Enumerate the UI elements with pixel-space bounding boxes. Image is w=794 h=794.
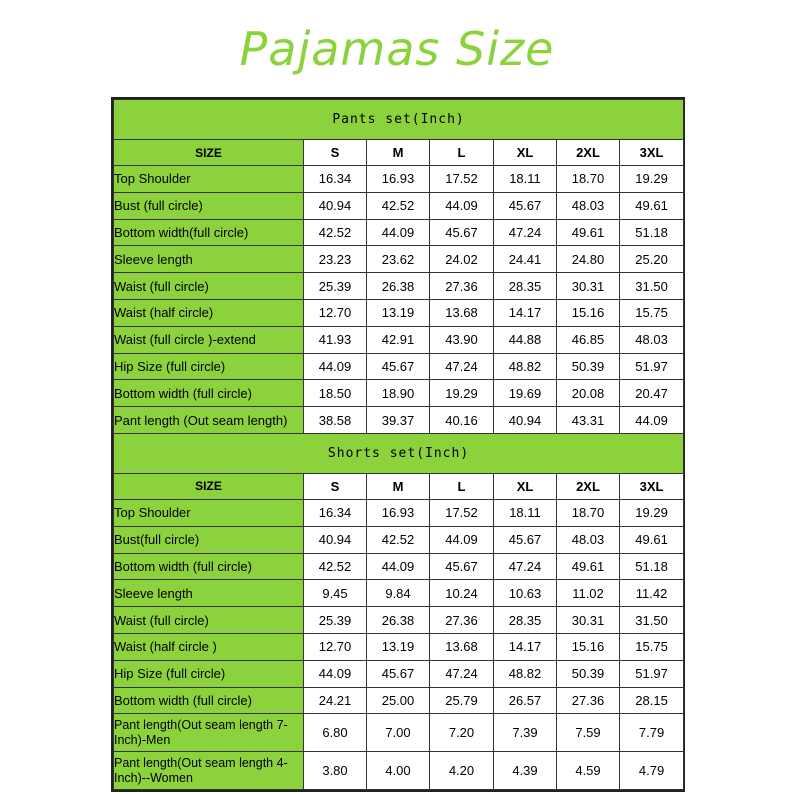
table-row bbox=[114, 714, 684, 752]
measurement-value: 18.70 bbox=[557, 499, 620, 526]
measurement-value: 6.80 bbox=[304, 714, 367, 752]
measurement-value: 28.15 bbox=[620, 687, 684, 714]
table-row bbox=[114, 219, 684, 246]
measurement-value: 16.93 bbox=[367, 166, 430, 193]
measurement-value: 15.75 bbox=[620, 299, 684, 326]
measurement-label: Sleeve length bbox=[114, 580, 304, 607]
table-row bbox=[114, 499, 684, 526]
measurement-label: Pant length(Out seam length 4-Inch)--Women bbox=[114, 752, 304, 790]
measurement-value: 7.79 bbox=[620, 714, 684, 752]
size-header-xl: XL bbox=[494, 140, 557, 166]
measurement-value: 12.70 bbox=[304, 633, 367, 660]
measurement-value: 44.09 bbox=[304, 660, 367, 687]
size-header-l: L bbox=[430, 473, 494, 499]
measurement-label: Bust (full circle) bbox=[114, 192, 304, 219]
measurement-value: 24.41 bbox=[494, 246, 557, 273]
measurement-value: 10.63 bbox=[494, 580, 557, 607]
measurement-value: 48.82 bbox=[494, 353, 557, 380]
measurement-value: 7.59 bbox=[557, 714, 620, 752]
measurement-value: 25.79 bbox=[430, 687, 494, 714]
measurement-value: 9.84 bbox=[367, 580, 430, 607]
measurement-value: 14.17 bbox=[494, 633, 557, 660]
measurement-value: 47.24 bbox=[430, 353, 494, 380]
table-row bbox=[114, 553, 684, 580]
size-column-header: SIZE bbox=[114, 140, 304, 166]
measurement-label: Waist (full circle) bbox=[114, 607, 304, 634]
measurement-value: 45.67 bbox=[494, 526, 557, 553]
measurement-value: 40.16 bbox=[430, 407, 494, 434]
table-row bbox=[114, 687, 684, 714]
table-row bbox=[114, 633, 684, 660]
table-row bbox=[114, 326, 684, 353]
measurement-label: Bottom width(full circle) bbox=[114, 219, 304, 246]
measurement-value: 9.45 bbox=[304, 580, 367, 607]
size-header-2xl: 2XL bbox=[557, 473, 620, 499]
measurement-value: 13.19 bbox=[367, 299, 430, 326]
measurement-value: 10.24 bbox=[430, 580, 494, 607]
measurement-value: 45.67 bbox=[430, 553, 494, 580]
measurement-value: 38.58 bbox=[304, 407, 367, 434]
table-row bbox=[114, 580, 684, 607]
measurement-label: Bust(full circle) bbox=[114, 526, 304, 553]
measurement-value: 44.09 bbox=[367, 553, 430, 580]
measurement-value: 7.00 bbox=[367, 714, 430, 752]
measurement-value: 51.97 bbox=[620, 660, 684, 687]
measurement-value: 42.52 bbox=[367, 526, 430, 553]
measurement-value: 15.16 bbox=[557, 633, 620, 660]
measurement-value: 3.80 bbox=[304, 752, 367, 790]
measurement-value: 13.19 bbox=[367, 633, 430, 660]
measurement-label: Waist (full circle) bbox=[114, 273, 304, 300]
size-header-xl: XL bbox=[494, 473, 557, 499]
measurement-value: 4.59 bbox=[557, 752, 620, 790]
measurement-value: 42.52 bbox=[304, 219, 367, 246]
measurement-value: 11.42 bbox=[620, 580, 684, 607]
size-header-3xl: 3XL bbox=[620, 473, 684, 499]
measurement-value: 45.67 bbox=[367, 660, 430, 687]
table-row bbox=[114, 380, 684, 407]
measurement-value: 13.68 bbox=[430, 299, 494, 326]
measurement-value: 49.61 bbox=[557, 553, 620, 580]
measurement-value: 28.35 bbox=[494, 607, 557, 634]
measurement-value: 49.61 bbox=[620, 192, 684, 219]
measurement-value: 26.38 bbox=[367, 273, 430, 300]
measurement-value: 43.90 bbox=[430, 326, 494, 353]
size-header-l: L bbox=[430, 140, 494, 166]
measurement-value: 30.31 bbox=[557, 607, 620, 634]
measurement-value: 45.67 bbox=[494, 192, 557, 219]
measurement-value: 7.39 bbox=[494, 714, 557, 752]
measurement-label: Top Shoulder bbox=[114, 166, 304, 193]
measurement-value: 26.38 bbox=[367, 607, 430, 634]
measurement-label: Bottom width (full circle) bbox=[114, 687, 304, 714]
measurement-value: 24.80 bbox=[557, 246, 620, 273]
measurement-value: 44.09 bbox=[430, 526, 494, 553]
table-row bbox=[114, 752, 684, 790]
measurement-value: 19.29 bbox=[620, 499, 684, 526]
shorts-section-header-row bbox=[114, 433, 684, 473]
size-header-s: S bbox=[304, 140, 367, 166]
measurement-value: 49.61 bbox=[557, 219, 620, 246]
measurement-value: 27.36 bbox=[430, 273, 494, 300]
size-header-2xl: 2XL bbox=[557, 140, 620, 166]
measurement-value: 45.67 bbox=[430, 219, 494, 246]
measurement-value: 48.03 bbox=[557, 192, 620, 219]
measurement-value: 27.36 bbox=[430, 607, 494, 634]
measurement-value: 15.75 bbox=[620, 633, 684, 660]
table-row bbox=[114, 273, 684, 300]
measurement-label: Waist (half circle) bbox=[114, 299, 304, 326]
measurement-label: Hip Size (full circle) bbox=[114, 353, 304, 380]
measurement-value: 42.52 bbox=[304, 553, 367, 580]
measurement-value: 48.82 bbox=[494, 660, 557, 687]
measurement-value: 23.62 bbox=[367, 246, 430, 273]
table-row bbox=[114, 607, 684, 634]
measurement-value: 40.94 bbox=[304, 192, 367, 219]
table-row bbox=[114, 192, 684, 219]
measurement-value: 45.67 bbox=[367, 353, 430, 380]
table-row bbox=[114, 166, 684, 193]
measurement-value: 50.39 bbox=[557, 660, 620, 687]
size-chart bbox=[111, 97, 685, 792]
measurement-value: 16.34 bbox=[304, 166, 367, 193]
measurement-value: 18.70 bbox=[557, 166, 620, 193]
measurement-value: 18.90 bbox=[367, 380, 430, 407]
shorts-section-title: Shorts set(Inch) bbox=[114, 433, 684, 473]
measurement-value: 13.68 bbox=[430, 633, 494, 660]
measurement-label: Pant length(Out seam length 7-Inch)-Men bbox=[114, 714, 304, 752]
size-header-m: M bbox=[367, 140, 430, 166]
measurement-value: 25.00 bbox=[367, 687, 430, 714]
table-row bbox=[114, 407, 684, 434]
measurement-value: 44.09 bbox=[367, 219, 430, 246]
measurement-value: 27.36 bbox=[557, 687, 620, 714]
measurement-value: 25.39 bbox=[304, 273, 367, 300]
measurement-value: 16.34 bbox=[304, 499, 367, 526]
table-row bbox=[114, 526, 684, 553]
size-table bbox=[113, 99, 684, 790]
table-row bbox=[114, 246, 684, 273]
measurement-value: 42.52 bbox=[367, 192, 430, 219]
pants-size-header-row bbox=[114, 140, 684, 166]
measurement-value: 41.93 bbox=[304, 326, 367, 353]
measurement-value: 18.11 bbox=[494, 166, 557, 193]
measurement-value: 19.29 bbox=[620, 166, 684, 193]
measurement-value: 25.20 bbox=[620, 246, 684, 273]
measurement-value: 44.09 bbox=[430, 192, 494, 219]
measurement-value: 12.70 bbox=[304, 299, 367, 326]
measurement-value: 17.52 bbox=[430, 166, 494, 193]
measurement-value: 11.02 bbox=[557, 580, 620, 607]
measurement-value: 48.03 bbox=[620, 326, 684, 353]
measurement-value: 51.18 bbox=[620, 219, 684, 246]
table-row bbox=[114, 660, 684, 687]
size-header-s: S bbox=[304, 473, 367, 499]
measurement-value: 44.09 bbox=[304, 353, 367, 380]
measurement-label: Bottom width (full circle) bbox=[114, 553, 304, 580]
measurement-value: 47.24 bbox=[494, 219, 557, 246]
size-header-m: M bbox=[367, 473, 430, 499]
size-column-header: SIZE bbox=[114, 473, 304, 499]
measurement-value: 49.61 bbox=[620, 526, 684, 553]
measurement-value: 40.94 bbox=[304, 526, 367, 553]
measurement-label: Bottom width (full circle) bbox=[114, 380, 304, 407]
measurement-label: Waist (full circle )-extend bbox=[114, 326, 304, 353]
measurement-value: 44.88 bbox=[494, 326, 557, 353]
measurement-value: 47.24 bbox=[494, 553, 557, 580]
measurement-value: 51.97 bbox=[620, 353, 684, 380]
measurement-value: 24.02 bbox=[430, 246, 494, 273]
pants-section-title: Pants set(Inch) bbox=[114, 100, 684, 140]
measurement-label: Pant length (Out seam length) bbox=[114, 407, 304, 434]
measurement-value: 19.69 bbox=[494, 380, 557, 407]
measurement-value: 20.47 bbox=[620, 380, 684, 407]
measurement-value: 44.09 bbox=[620, 407, 684, 434]
pants-section-header-row bbox=[114, 100, 684, 140]
measurement-value: 17.52 bbox=[430, 499, 494, 526]
measurement-value: 28.35 bbox=[494, 273, 557, 300]
measurement-value: 20.08 bbox=[557, 380, 620, 407]
table-row bbox=[114, 299, 684, 326]
measurement-value: 40.94 bbox=[494, 407, 557, 434]
measurement-value: 31.50 bbox=[620, 607, 684, 634]
measurement-value: 30.31 bbox=[557, 273, 620, 300]
measurement-value: 4.00 bbox=[367, 752, 430, 790]
measurement-value: 43.31 bbox=[557, 407, 620, 434]
measurement-value: 18.11 bbox=[494, 499, 557, 526]
measurement-value: 16.93 bbox=[367, 499, 430, 526]
measurement-label: Top Shoulder bbox=[114, 499, 304, 526]
measurement-value: 26.57 bbox=[494, 687, 557, 714]
measurement-value: 18.50 bbox=[304, 380, 367, 407]
measurement-value: 7.20 bbox=[430, 714, 494, 752]
measurement-label: Waist (half circle ) bbox=[114, 633, 304, 660]
measurement-value: 15.16 bbox=[557, 299, 620, 326]
measurement-value: 46.85 bbox=[557, 326, 620, 353]
measurement-value: 42.91 bbox=[367, 326, 430, 353]
measurement-label: Hip Size (full circle) bbox=[114, 660, 304, 687]
measurement-value: 4.79 bbox=[620, 752, 684, 790]
table-row bbox=[114, 353, 684, 380]
measurement-value: 39.37 bbox=[367, 407, 430, 434]
measurement-value: 47.24 bbox=[430, 660, 494, 687]
measurement-value: 4.20 bbox=[430, 752, 494, 790]
measurement-value: 4.39 bbox=[494, 752, 557, 790]
measurement-value: 14.17 bbox=[494, 299, 557, 326]
size-header-3xl: 3XL bbox=[620, 140, 684, 166]
measurement-value: 19.29 bbox=[430, 380, 494, 407]
shorts-size-header-row bbox=[114, 473, 684, 499]
measurement-value: 48.03 bbox=[557, 526, 620, 553]
measurement-value: 51.18 bbox=[620, 553, 684, 580]
measurement-value: 25.39 bbox=[304, 607, 367, 634]
measurement-value: 23.23 bbox=[304, 246, 367, 273]
measurement-value: 24.21 bbox=[304, 687, 367, 714]
measurement-label: Sleeve length bbox=[114, 246, 304, 273]
measurement-value: 31.50 bbox=[620, 273, 684, 300]
page-title: Pajamas Size bbox=[239, 22, 555, 76]
measurement-value: 50.39 bbox=[557, 353, 620, 380]
